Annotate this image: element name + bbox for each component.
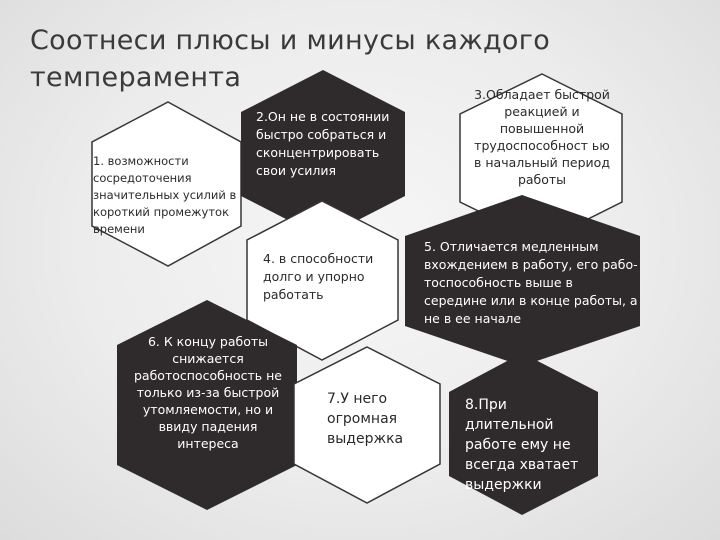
hexagon-6-text: 6. К концу работы снижается работоспособность не только из-за быстрой утомляемости, но и ввиду падения интереса xyxy=(134,334,282,451)
slide-title: Соотнеси плюсы и минусы каждого темперамента xyxy=(30,25,551,93)
hexagon-2-text: 2.Он не в состоянии быстро собраться и сконцентрировать свои усилия xyxy=(256,109,390,178)
hexagon-4-text: 4. в способности долго и упорно работать xyxy=(263,251,374,302)
hexagon-3-text: 3.Обладает быстрой реакцией и повышенной трудоспособност ью в начальный период работы xyxy=(474,87,610,187)
hexagon-5-text: 5. Отличается медленным вхождением в работу, его рабо-тоспособность выше в середине или в конце работы, а не в ее начале xyxy=(424,239,638,326)
hexagon-8-text: 8.При длительной работе ему не всегда хватает выдержки xyxy=(465,397,579,493)
hexagon-1-text: 1. возможности сосредоточения значительных усилий в короткий промежуток времени xyxy=(93,154,237,236)
hexagon-7-text: 7.У него огромная выдержка xyxy=(327,391,404,447)
